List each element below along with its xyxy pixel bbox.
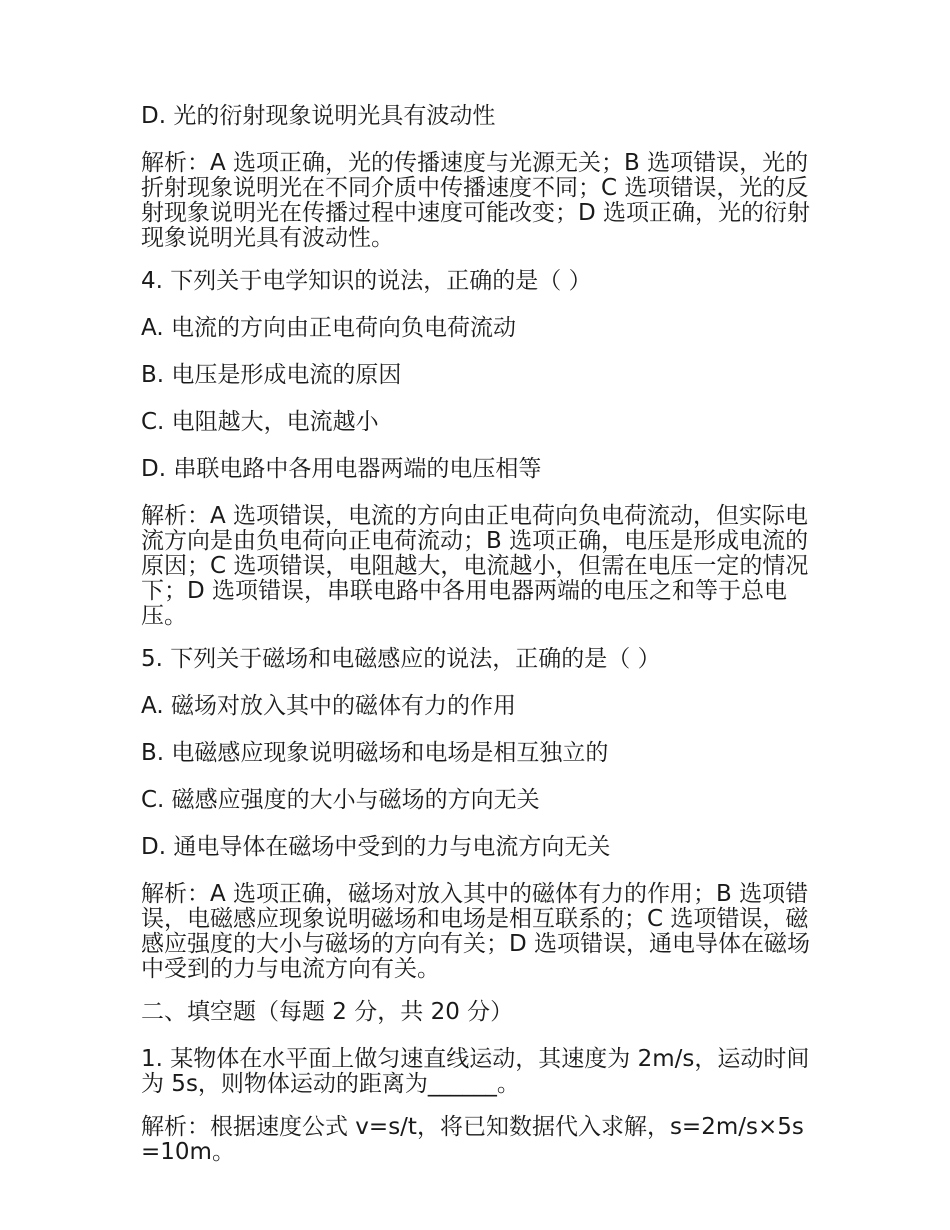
q5-option-b: B. 电磁感应现象说明磁场和电场是相互独立的 (141, 740, 609, 766)
q3-option-d: D. 光的衍射现象说明光具有波动性 (141, 103, 496, 129)
q4-option-b: B. 电压是形成电流的原因 (141, 362, 402, 388)
q5-option-a: A. 磁场对放入其中的磁体有力的作用 (141, 693, 516, 719)
q3-explanation: 解析：A 选项正确，光的传播速度与光源无关；B 选项错误，光的折射现象说明光在不同介质中传播速度不同；C 选项错误，光的反射现象说明光在传播过程中速度可能改变；D 选项正确，光的衍射现象说明光具有波动性。 (141, 150, 811, 251)
fill-1-stem: 1. 某物体在水平面上做匀速直线运动，其速度为 2m/s，运动时间为 5s，则物体运动的距离为______。 (141, 1046, 810, 1097)
document-page (141, 104, 813, 1165)
q5-stem: 5. 下列关于磁场和电磁感应的说法，正确的是（ ） (141, 646, 661, 672)
section-2-heading: 二、填空题（每题 2 分，共 20 分） (141, 999, 514, 1025)
q4-explanation: 解析：A 选项错误，电流的方向由正电荷向负电荷流动，但实际电流方向是由负电荷向正电荷流动；B 选项正确，电压是形成电流的原因；C 选项错误，电阻越大，电流越小，但需在电压一定的情况下；D 选项错误，串联电路中各用电器两端的电压之和等于总电压。 (141, 503, 809, 629)
q4-option-c: C. 电阻越大，电流越小 (141, 409, 379, 435)
q5-option-c: C. 磁感应强度的大小与磁场的方向无关 (141, 787, 540, 813)
q4-option-d: D. 串联电路中各用电器两端的电压相等 (141, 456, 542, 482)
q5-explanation: 解析：A 选项正确，磁场对放入其中的磁体有力的作用；B 选项错误，电磁感应现象说明磁场和电场是相互联系的；C 选项错误，磁感应强度的大小与磁场的方向有关；D 选项错误，通电导体在磁场中受到的力与电流方向有关。 (141, 881, 811, 982)
fill-1-explanation: 解析：根据速度公式 v=s/t，将已知数据代入求解，s=2m/s×5s=10m。 (141, 1114, 804, 1165)
q4-option-a: A. 电流的方向由正电荷向负电荷流动 (141, 315, 516, 341)
q5-option-d: D. 通电导体在磁场中受到的力与电流方向无关 (141, 834, 611, 860)
q4-stem: 4. 下列关于电学知识的说法，正确的是（ ） (141, 268, 592, 294)
